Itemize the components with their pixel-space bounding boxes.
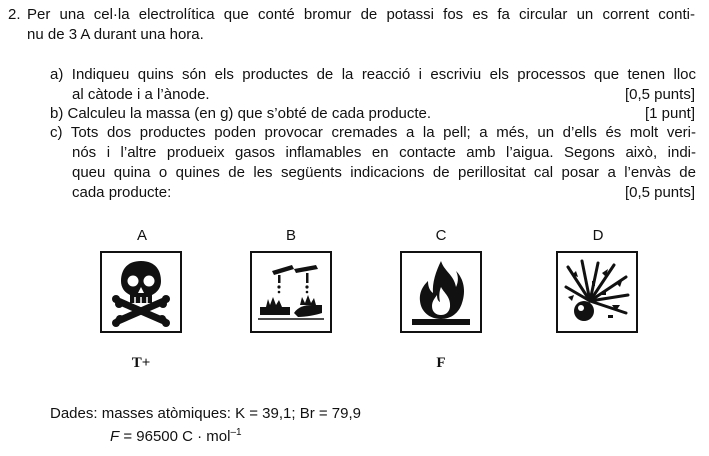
pictogram-letter-d: D [592,227,604,244]
pictogram-c [400,251,482,333]
faraday-symbol: F [110,428,120,445]
pictogram-letter-a: A [136,227,147,244]
pictogram-letter-c: C [435,227,447,244]
part-c-points: [0,5 punts] [624,184,695,201]
flame-icon [406,257,476,327]
pictogram-letter-b: B [285,227,296,244]
hazard-symbol-c: F [436,355,446,371]
skull-crossbones-icon [106,257,176,327]
part-a-points: [0,5 punts] [624,86,695,103]
corrosive-icon [256,257,326,327]
faraday-exponent: –1 [230,427,242,438]
faraday-value: = 96500 C · mol [119,428,231,445]
part-c-line1: c) Tots dos productes poden provocar cremades a la pell; a més, un d’ells és molt veri- [50,124,696,141]
part-c-line3: queu quina o quines de les següents indicacions de perillositat cal posar a l’envàs de [72,164,696,181]
pictogram-b [250,251,332,333]
part-a-line2: al càtode i a l’ànode. [72,86,210,103]
part-b-points: [1 punt] [644,105,695,122]
question-intro-line1: Per una cel·la electrolítica que conté bromur de potassi fos es fa circular un corrent conti- [27,6,695,23]
data-atomic-masses: Dades: masses atòmiques: K = 39,1; Br = 79,9 [50,405,362,422]
question-number: 2. [8,6,21,23]
question-intro-line2: nu de 3 A durant una hora. [27,26,204,43]
hazard-symbol-a: T+ [131,355,151,371]
part-b-line1: b) Calculeu la massa (en g) que s’obté de cada producte. [50,105,432,122]
pictogram-a [100,251,182,333]
explosive-icon [562,257,632,327]
pictogram-d [556,251,638,333]
data-faraday-constant [110,428,242,446]
part-c-line4: cada producte: [72,184,172,201]
part-c-line2: nós i l’altre produeix gasos inflamables en contacte amb l’aigua. Segons això, indi- [72,144,696,161]
part-a-line1: a) Indiqueu quins són els productes de la reacció i escriviu els processos que tenen lloc [50,66,696,83]
